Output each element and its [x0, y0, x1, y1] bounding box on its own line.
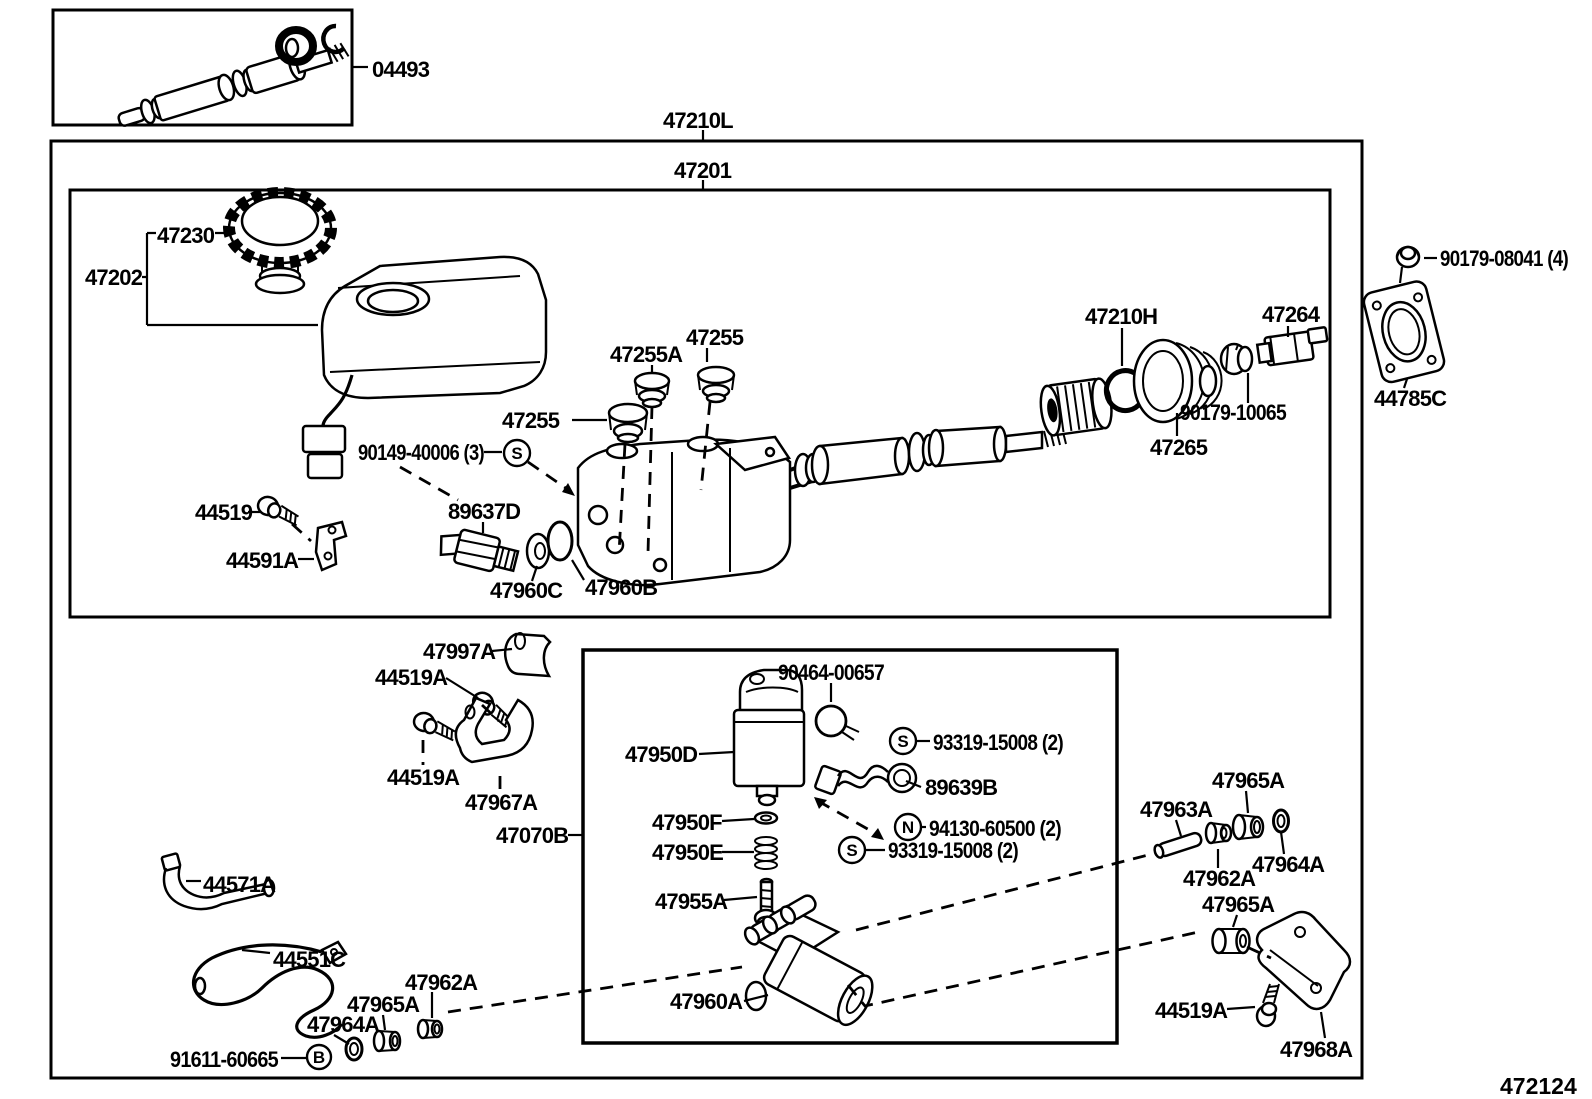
s-symbol-2: S — [897, 732, 909, 751]
label-bush-47965a-r1: 47965A — [1212, 768, 1285, 793]
label-bush-47965a-left: 47965A — [347, 992, 420, 1017]
label-nut-08041: 90179-08041 (4) — [1440, 246, 1569, 271]
label-oring-47950f: 47950F — [652, 810, 722, 835]
harness-89639b-drawing — [814, 764, 916, 795]
label-clamp-90464: 90464-00657 — [778, 660, 885, 685]
kit-snap-ring — [323, 26, 344, 52]
label-solenoid-47960a: 47960A — [670, 989, 743, 1014]
label-bolt-44519: 44519 — [195, 500, 253, 525]
label-bolt-91611: 91611-60665 — [170, 1047, 279, 1072]
label-plug-a: 47255A — [610, 342, 683, 367]
label-plug-left: 47255 — [502, 408, 560, 433]
assembly-outer-box — [51, 141, 1362, 1078]
bracket-44591a-drawing — [316, 522, 346, 570]
s-symbol-1: S — [511, 444, 523, 463]
label-master-cylinder-assy: 47210L — [663, 108, 733, 133]
label-screw-93319-bottom: 93319-15008 (2) — [888, 838, 1019, 863]
bush-47965a-r1-drawing — [1233, 815, 1263, 839]
label-hose-44571a: 44571A — [203, 872, 276, 897]
label-actuator-box: 47070B — [496, 823, 569, 848]
oring-47950f-drawing — [755, 813, 777, 824]
washer-47960c-drawing — [527, 534, 549, 568]
oring-47960b-drawing — [548, 522, 572, 560]
label-reservoir-cap: 47230 — [157, 223, 215, 248]
label-bracket-47968a: 47968A — [1280, 1037, 1353, 1062]
label-screw-set: 90149-40006 (3) — [358, 440, 485, 465]
label-nut-10065: 90179-10065 — [1180, 400, 1287, 425]
label-harness-89639b: 89639B — [925, 775, 998, 800]
ring-47964a-left-drawing — [346, 1038, 362, 1060]
b-symbol: B — [312, 1048, 326, 1067]
label-bracket-47967a: 47967A — [465, 790, 538, 815]
plug-a-drawing — [635, 373, 669, 407]
label-snap-ring: 47210H — [1085, 304, 1158, 329]
figure-number: 472124 — [1500, 1073, 1577, 1099]
clamp-90464-drawing — [816, 706, 859, 740]
kit-grommet — [279, 30, 313, 62]
s-screw-circle-2 — [890, 728, 916, 754]
bolt-44519a-br-drawing — [1257, 984, 1279, 1026]
bush-47965a-r2-drawing — [1213, 929, 1250, 953]
label-wire-44551c: 44551C — [273, 947, 346, 972]
connector-47264-drawing — [1256, 327, 1329, 366]
label-bolt-44519a-top: 44519A — [375, 665, 448, 690]
nut-10065-drawing — [1221, 344, 1252, 374]
label-washer-47960c: 47960C — [490, 578, 563, 603]
label-spring-47950e: 47950E — [652, 840, 724, 865]
label-ring-47964a-right: 47964A — [1252, 852, 1325, 877]
pin-47963a-drawing — [1153, 832, 1203, 859]
label-ring-47964a-left: 47964A — [307, 1012, 380, 1037]
plug-top-drawing — [698, 367, 734, 402]
label-bolt-44519a-br: 44519A — [1155, 998, 1228, 1023]
label-gasket-44785c: 44785C — [1374, 386, 1447, 411]
bolt-44519a-mid-drawing — [412, 711, 457, 740]
s-screw-circle-1 — [504, 440, 530, 466]
piston-set-drawing — [795, 427, 1066, 486]
master-cylinder-body-drawing — [578, 437, 816, 585]
clip-47997a-drawing — [505, 633, 550, 676]
label-screw-93319-top: 93319-15008 (2) — [933, 730, 1064, 755]
label-repair-kit: 04493 — [372, 57, 430, 82]
label-oring-47960b: 47960B — [585, 575, 658, 600]
label-cup-47962a-left: 47962A — [405, 970, 478, 995]
label-cup-47962a-right: 47962A — [1183, 866, 1256, 891]
gasket-drawing — [1362, 279, 1446, 384]
label-accumulator: 47950D — [625, 742, 698, 767]
label-plug-top: 47255 — [686, 325, 744, 350]
ring-47964a-right-drawing — [1274, 810, 1289, 832]
label-connector-47264: 47264 — [1262, 302, 1320, 327]
s-screw-circle-3 — [839, 837, 865, 863]
s-symbol-3: S — [846, 841, 858, 860]
n-nut-circle — [895, 814, 921, 840]
cup-47962a-right-drawing — [1206, 823, 1231, 843]
label-bracket-44591a: 44591A — [226, 548, 299, 573]
label-sensor-89637d: 89637D — [448, 499, 521, 524]
spring-47950e-drawing — [755, 837, 777, 869]
label-cylinder-sub-assy: 47201 — [674, 158, 732, 183]
label-clip-47997a: 47997A — [423, 639, 496, 664]
b-nut-circle — [307, 1045, 331, 1069]
plug-left-drawing — [609, 404, 647, 442]
label-bolt-47955a: 47955A — [655, 889, 728, 914]
label-boot-47265: 47265 — [1150, 435, 1208, 460]
repair-kit-drawing — [115, 26, 351, 134]
label-nut-94130: 94130-60500 (2) — [929, 816, 1062, 841]
nut-08041-drawing — [1397, 247, 1419, 267]
label-bush-47965a-r2: 47965A — [1202, 892, 1275, 917]
label-reservoir: 47202 — [85, 265, 143, 290]
n-symbol: N — [901, 818, 915, 837]
rear-piston-drawing — [1038, 377, 1114, 436]
label-bolt-44519a-mid: 44519A — [387, 765, 460, 790]
bolt-44519-drawing — [256, 495, 302, 525]
reservoir-connector — [303, 426, 345, 452]
cup-47962a-left-drawing — [418, 1020, 442, 1038]
accumulator-drawing — [734, 670, 804, 805]
label-pin-47963a: 47963A — [1140, 797, 1213, 822]
bracket-47968a-drawing — [1257, 912, 1350, 1009]
reservoir-cap-drawing — [229, 193, 331, 293]
sensor-89637d-drawing — [436, 525, 520, 577]
